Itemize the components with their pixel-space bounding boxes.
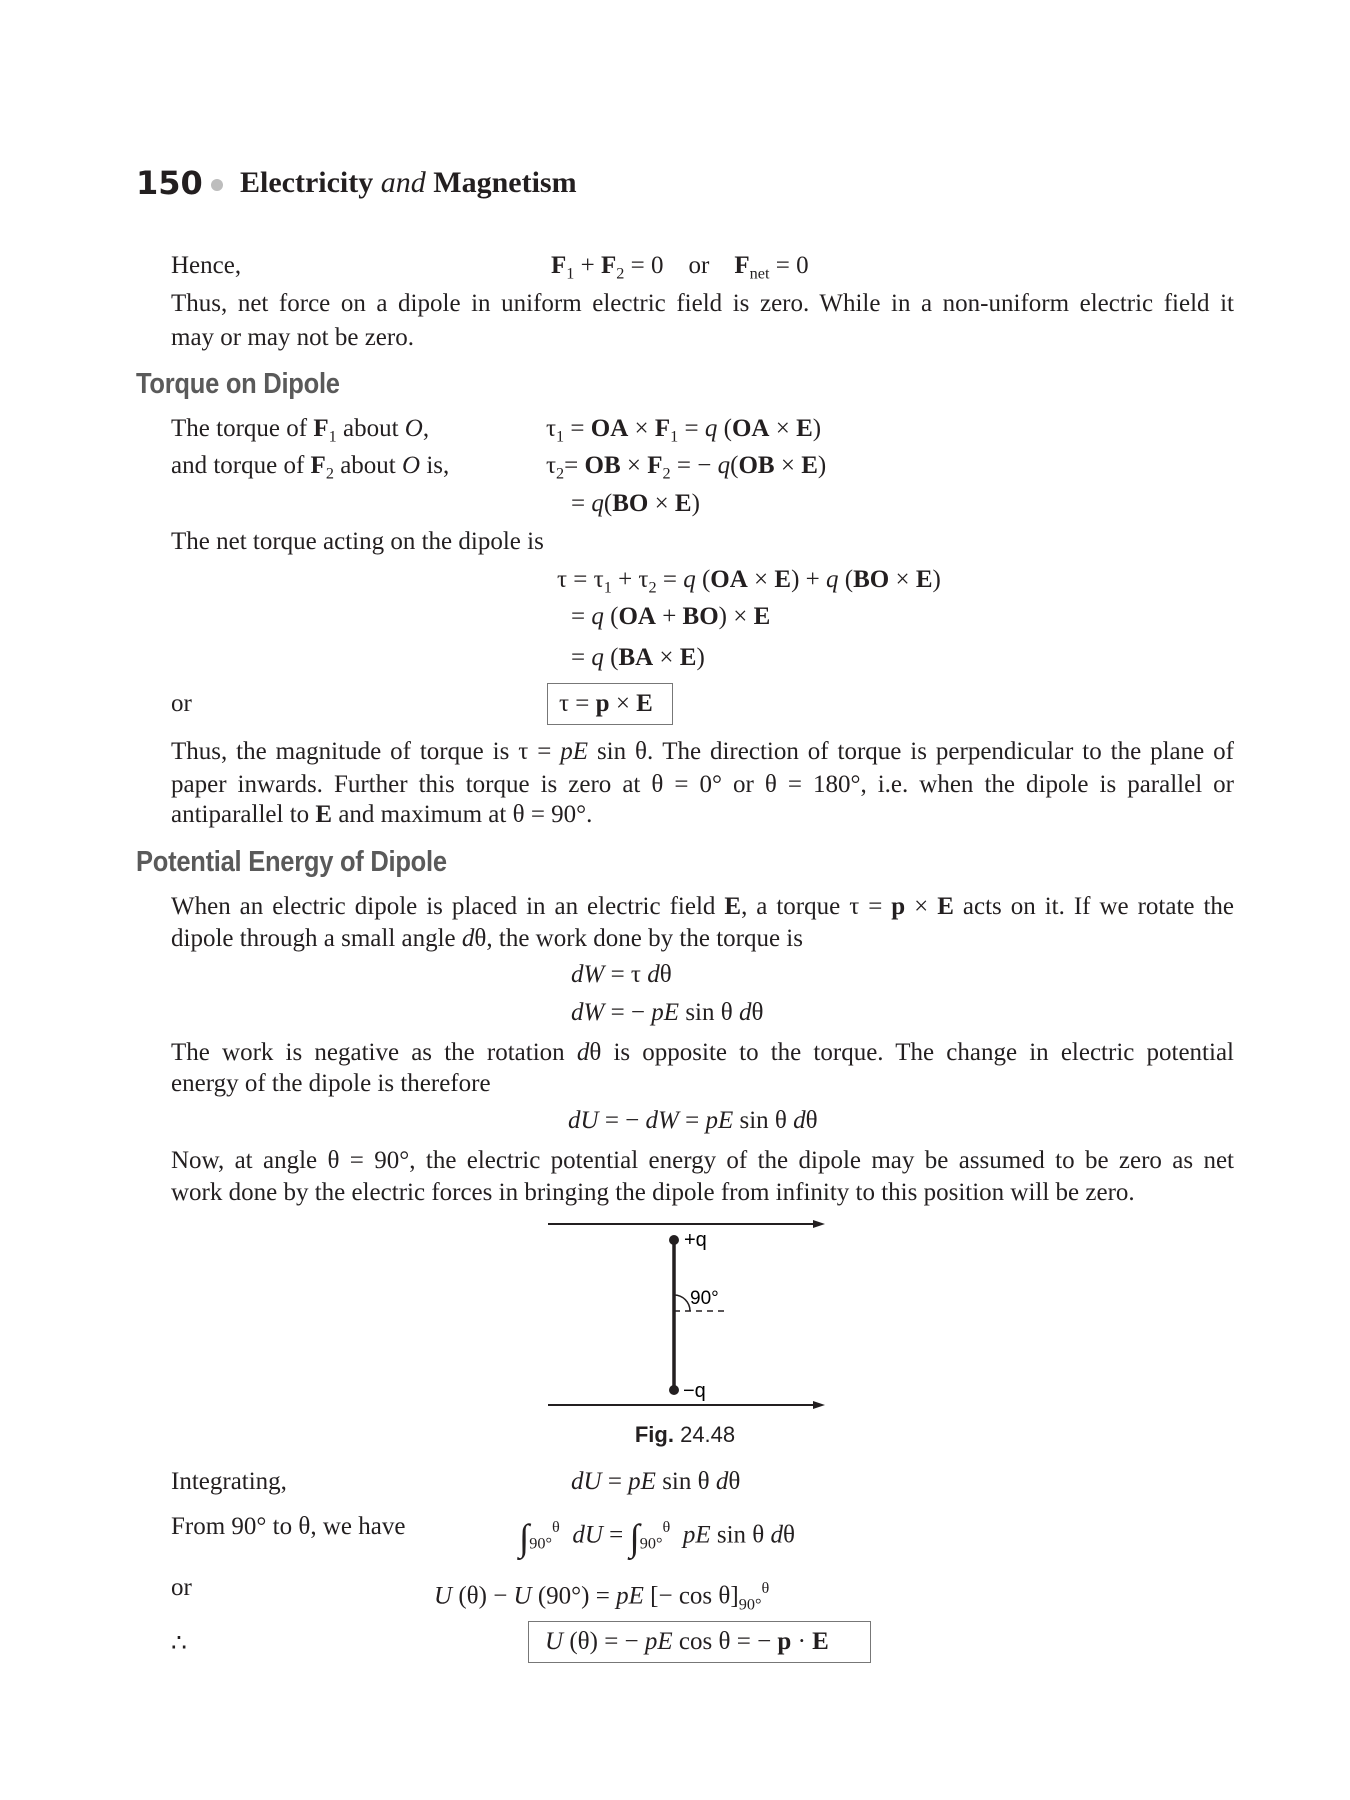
math-segment: F bbox=[654, 415, 671, 442]
math-segment: OA bbox=[618, 603, 656, 630]
math-segment: OB bbox=[738, 452, 775, 479]
math-segment: E bbox=[679, 644, 697, 671]
math-segment: 2 bbox=[556, 464, 565, 483]
math-segment: When an electric dipole is placed in an electric field bbox=[171, 893, 725, 920]
angle-arc bbox=[674, 1295, 690, 1311]
math-segment: 1 bbox=[603, 578, 612, 597]
math-segment: The work is negative as the rotation bbox=[171, 1039, 577, 1066]
field-line-top-arrow bbox=[548, 1220, 825, 1228]
math-segment: acts on it. If we rotate the bbox=[953, 893, 1235, 920]
section-heading-potential-energy: Potential Energy of Dipole bbox=[136, 846, 447, 878]
math-segment: ( bbox=[717, 415, 732, 442]
math-segment: ( bbox=[603, 603, 619, 630]
math-segment: Thus, the magnitude of torque is τ = bbox=[171, 738, 561, 765]
math-segment: 2 bbox=[616, 264, 625, 283]
math-segment: θ bbox=[728, 1468, 741, 1495]
math-segment: q bbox=[591, 490, 604, 517]
math-segment: F bbox=[551, 252, 567, 279]
page-number: 150 bbox=[136, 164, 203, 202]
math-segment: θ bbox=[751, 999, 764, 1026]
math-segment: τ bbox=[546, 415, 557, 442]
negative-charge bbox=[669, 1385, 679, 1395]
math-segment: [− cos θ] bbox=[643, 1582, 739, 1610]
running-title bbox=[240, 166, 577, 200]
math-segment: τ = bbox=[559, 690, 596, 717]
minus-q-label: −q bbox=[683, 1380, 706, 1402]
math-segment: q bbox=[704, 415, 718, 442]
math-segment: 2 bbox=[648, 578, 657, 597]
math-segment: OA bbox=[590, 415, 629, 442]
math-segment: θ bbox=[783, 1521, 795, 1549]
equation-net-torque-1 bbox=[557, 565, 941, 603]
math-segment: E bbox=[636, 690, 653, 717]
math-segment: pE bbox=[560, 738, 589, 765]
math-segment: (θ) = − bbox=[563, 1628, 645, 1655]
math-segment: d bbox=[770, 1521, 784, 1549]
math-segment: ∫ bbox=[519, 1518, 530, 1560]
math-segment: E bbox=[724, 893, 742, 920]
math-segment: + bbox=[574, 252, 602, 279]
math-segment: sin θ. The direction of torque is perpendicular to the plane of bbox=[588, 738, 1234, 765]
math-segment: = bbox=[656, 566, 684, 593]
equation-net-torque-2 bbox=[571, 602, 770, 632]
equation-du bbox=[568, 1106, 818, 1136]
equation-dw-1 bbox=[571, 960, 672, 990]
math-segment: τ bbox=[546, 452, 557, 479]
section-heading-torque: Torque on Dipole bbox=[136, 368, 340, 400]
math-segment: sin θ bbox=[733, 1107, 794, 1134]
from-label: From 90° to θ, we have bbox=[171, 1513, 406, 1540]
title-part: Electricity bbox=[240, 166, 374, 199]
equation-torque-3 bbox=[571, 489, 700, 519]
math-segment: dU bbox=[571, 1468, 602, 1495]
hence-label: Hence, bbox=[171, 252, 242, 279]
math-segment: E bbox=[937, 893, 954, 920]
math-segment: U bbox=[545, 1628, 564, 1655]
math-segment: E bbox=[315, 801, 333, 828]
math-segment: d bbox=[576, 1039, 590, 1066]
math-segment: × bbox=[653, 644, 680, 671]
math-segment: BO bbox=[682, 603, 719, 630]
math-segment: (90°) = bbox=[531, 1582, 617, 1610]
math-segment: × bbox=[905, 893, 938, 920]
math-segment: + bbox=[655, 603, 683, 630]
math-segment: E bbox=[674, 490, 692, 517]
math-segment: pE bbox=[651, 999, 680, 1026]
math-segment: F bbox=[313, 415, 329, 442]
math-segment: τ = τ bbox=[557, 566, 604, 593]
math-segment bbox=[560, 1522, 573, 1549]
equation-torque-1 bbox=[546, 414, 821, 452]
math-segment: 90° bbox=[529, 1534, 553, 1553]
plus-q-label: +q bbox=[684, 1229, 707, 1251]
math-segment: θ is opposite to the torque. The change in electric potential bbox=[589, 1039, 1234, 1066]
math-segment: = 0 or bbox=[624, 252, 735, 279]
therefore-symbol: ∴ bbox=[171, 1630, 187, 1657]
math-segment: = bbox=[678, 415, 705, 442]
or-label: or bbox=[171, 1574, 192, 1601]
math-segment: BO bbox=[612, 490, 649, 517]
math-segment: × bbox=[620, 452, 648, 479]
math-segment: pE bbox=[628, 1468, 656, 1495]
boxed-equation-torque bbox=[559, 689, 653, 719]
math-segment: E bbox=[774, 566, 792, 593]
boxed-equation-potential bbox=[545, 1627, 829, 1657]
math-segment: F bbox=[601, 252, 617, 279]
net-torque-text: The net torque acting on the dipole is bbox=[171, 528, 544, 555]
positive-charge bbox=[669, 1235, 679, 1245]
math-segment: dW bbox=[645, 1107, 679, 1134]
math-segment: = − bbox=[604, 999, 652, 1026]
torque-label-2 bbox=[171, 451, 449, 489]
math-segment: pE bbox=[705, 1107, 734, 1134]
math-segment: = bbox=[571, 644, 592, 671]
math-segment: 2 bbox=[662, 464, 671, 483]
math-segment: E bbox=[753, 603, 771, 630]
math-segment: p bbox=[777, 1628, 792, 1655]
math-segment: pE bbox=[682, 1521, 711, 1549]
equation-integrate-1 bbox=[571, 1467, 740, 1497]
math-segment: ) bbox=[812, 415, 822, 442]
math-segment: E bbox=[796, 415, 813, 442]
math-segment: O bbox=[402, 452, 421, 479]
math-segment: ( bbox=[730, 452, 739, 479]
math-segment bbox=[670, 1522, 683, 1549]
math-segment: ) × bbox=[718, 603, 754, 630]
figure-caption bbox=[600, 1422, 770, 1448]
math-segment: ( bbox=[695, 566, 711, 593]
math-segment: θ, the work done by the torque is bbox=[474, 925, 803, 952]
math-segment: ) + bbox=[791, 566, 827, 593]
math-segment: sin θ bbox=[655, 1468, 716, 1495]
paragraph-line bbox=[171, 924, 803, 954]
math-segment: · bbox=[791, 1628, 813, 1655]
math-segment: OA bbox=[731, 415, 770, 442]
title-part: Magnetism bbox=[433, 166, 577, 199]
equation-integrate-2 bbox=[519, 1512, 795, 1558]
math-segment: BA bbox=[618, 644, 654, 671]
math-segment: about bbox=[333, 452, 402, 479]
math-segment: d bbox=[715, 1468, 729, 1495]
paragraph-line bbox=[171, 892, 1234, 922]
math-segment: , a torque τ = bbox=[741, 893, 892, 920]
math-segment: pE bbox=[616, 1582, 644, 1610]
math-segment: 1 bbox=[670, 427, 679, 446]
math-segment: p bbox=[891, 893, 906, 920]
field-line-bottom-arrow bbox=[548, 1401, 825, 1409]
header-bullet-icon bbox=[211, 179, 223, 191]
math-segment: θ bbox=[662, 1518, 671, 1536]
math-segment: ) bbox=[696, 644, 705, 671]
math-segment: dW bbox=[571, 999, 605, 1026]
math-segment: sin θ bbox=[679, 999, 739, 1026]
math-segment: O bbox=[404, 415, 423, 442]
math-segment: F bbox=[310, 452, 326, 479]
math-segment: ) bbox=[691, 490, 700, 517]
equation-integrate-3 bbox=[434, 1573, 769, 1619]
math-segment: E bbox=[915, 566, 933, 593]
paragraph-line: Thus, net force on a dipole in uniform electric field is zero. While in a non-uniform electric field it bbox=[171, 290, 1234, 317]
math-segment: ( bbox=[603, 490, 613, 517]
math-segment: p bbox=[595, 690, 610, 717]
math-segment: cos θ = − bbox=[672, 1628, 778, 1655]
math-segment: , bbox=[422, 415, 430, 442]
math-segment: × bbox=[774, 452, 802, 479]
math-segment: d bbox=[461, 925, 475, 952]
math-segment: and torque of bbox=[171, 452, 311, 479]
math-segment: net bbox=[749, 264, 770, 283]
math-segment: ) bbox=[932, 566, 941, 593]
math-segment: = bbox=[564, 452, 585, 479]
paragraph-line: paper inwards. Further this torque is zero at θ = 0° or θ = 180°, i.e. when the dipole is parallel or bbox=[171, 771, 1234, 798]
math-segment: q bbox=[591, 603, 604, 630]
integrating-label: Integrating, bbox=[171, 1468, 287, 1495]
paragraph-line: may or may not be zero. bbox=[171, 324, 414, 351]
math-segment: about bbox=[336, 415, 405, 442]
paragraph-line: energy of the dipole is therefore bbox=[171, 1070, 491, 1097]
math-segment: = bbox=[571, 490, 592, 517]
paragraph-line: Now, at angle θ = 90°, the electric potential energy of the dipole may be assumed to be zero as net bbox=[171, 1147, 1234, 1174]
math-segment: dU bbox=[572, 1521, 603, 1549]
equation-net-force bbox=[551, 251, 809, 289]
math-segment: F bbox=[647, 452, 663, 479]
equation-torque-2 bbox=[546, 451, 826, 489]
math-segment: × bbox=[889, 566, 916, 593]
math-segment: q bbox=[683, 566, 696, 593]
math-segment: + τ bbox=[611, 566, 649, 593]
math-segment: sin θ bbox=[710, 1521, 771, 1549]
math-segment: = bbox=[601, 1468, 629, 1495]
math-segment: (θ) − bbox=[452, 1582, 514, 1610]
caption-label: Fig. bbox=[634, 1422, 674, 1447]
math-segment: F bbox=[734, 252, 750, 279]
math-segment: 1 bbox=[566, 264, 575, 283]
title-part: and bbox=[380, 166, 426, 199]
math-segment: dW bbox=[571, 961, 605, 988]
math-segment: U bbox=[513, 1582, 532, 1610]
math-segment: The torque of bbox=[171, 415, 314, 442]
math-segment: q bbox=[591, 644, 604, 671]
caption-number: 24.48 bbox=[680, 1422, 736, 1447]
math-segment: = bbox=[678, 1107, 706, 1134]
math-segment: OA bbox=[710, 566, 748, 593]
math-segment: ( bbox=[838, 566, 854, 593]
math-segment: OB bbox=[584, 452, 621, 479]
math-segment: ) bbox=[817, 452, 827, 479]
math-segment: θ bbox=[659, 961, 672, 988]
math-segment: × bbox=[648, 490, 675, 517]
math-segment: ( bbox=[603, 644, 619, 671]
paragraph-line: work done by the electric forces in bringing the dipole from infinity to this position will be zero. bbox=[171, 1179, 1135, 1206]
math-segment: dipole through a small angle bbox=[171, 925, 462, 952]
math-segment: × bbox=[628, 415, 655, 442]
math-segment: dU bbox=[568, 1107, 599, 1134]
equation-net-torque-3 bbox=[571, 643, 705, 673]
paragraph-line bbox=[171, 800, 592, 830]
paragraph-line bbox=[171, 737, 1234, 767]
math-segment: d bbox=[647, 961, 660, 988]
math-segment: q bbox=[826, 566, 839, 593]
paragraph-line bbox=[171, 1038, 1234, 1068]
math-segment: antiparallel to bbox=[171, 801, 316, 828]
math-segment: 90° bbox=[738, 1595, 762, 1614]
math-segment: = bbox=[571, 603, 592, 630]
math-segment: E bbox=[812, 1628, 829, 1655]
math-segment: × bbox=[747, 566, 775, 593]
math-segment: θ bbox=[552, 1518, 560, 1536]
math-segment: × bbox=[769, 415, 797, 442]
math-segment: d bbox=[793, 1107, 806, 1134]
math-segment: θ bbox=[761, 1579, 770, 1597]
math-segment: 90° bbox=[639, 1534, 663, 1553]
math-segment: = bbox=[564, 415, 591, 442]
math-segment: = τ bbox=[604, 961, 648, 988]
math-segment: = − bbox=[670, 452, 718, 479]
math-segment: = − bbox=[598, 1107, 646, 1134]
equation-dw-2 bbox=[571, 998, 763, 1028]
math-segment: pE bbox=[644, 1628, 673, 1655]
math-segment: U bbox=[434, 1582, 453, 1610]
math-segment: d bbox=[738, 999, 752, 1026]
math-segment: q bbox=[717, 452, 731, 479]
math-segment: = 0 bbox=[769, 252, 809, 279]
math-segment: ∫ bbox=[629, 1518, 640, 1560]
math-segment: 1 bbox=[556, 427, 565, 446]
math-segment: = bbox=[602, 1521, 630, 1549]
math-segment: E bbox=[801, 452, 818, 479]
math-segment: 1 bbox=[328, 427, 337, 446]
math-segment: BO bbox=[853, 566, 890, 593]
math-segment: θ bbox=[805, 1107, 818, 1134]
angle-label: 90° bbox=[690, 1288, 719, 1309]
dipole-figure bbox=[540, 1210, 840, 1410]
or-label: or bbox=[171, 690, 192, 717]
math-segment: × bbox=[609, 690, 637, 717]
math-segment: is, bbox=[420, 452, 450, 479]
math-segment: 2 bbox=[325, 464, 334, 483]
torque-label-1 bbox=[171, 414, 429, 452]
math-segment: and maximum at θ = 90°. bbox=[332, 801, 593, 828]
